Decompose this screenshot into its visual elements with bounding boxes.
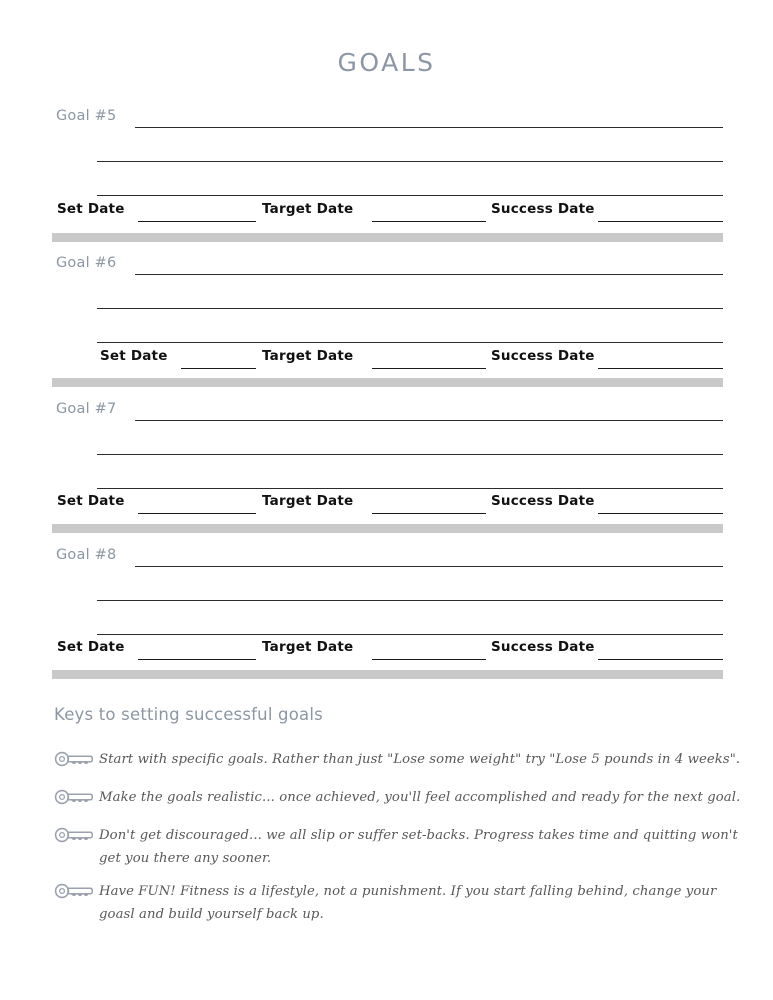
key-icon [54,750,96,768]
success-date-field[interactable] [598,221,723,222]
key-icon [54,788,96,806]
goal-write-line[interactable] [97,634,723,635]
target-date-label: Target Date [262,348,354,364]
section-divider [52,670,723,679]
goal-label-6: Goal #6 [56,255,117,271]
goal-write-line[interactable] [97,195,723,196]
target-date-field[interactable] [372,221,486,222]
date-row-8 [0,639,773,663]
set-date-field[interactable] [181,368,256,369]
goal-write-line[interactable] [97,488,723,489]
goal-write-line[interactable] [97,308,723,309]
target-date-label: Target Date [262,201,354,217]
set-date-field[interactable] [138,221,256,222]
date-row-7 [0,493,773,517]
goal-write-line[interactable] [135,566,723,567]
set-date-label: Set Date [57,201,125,217]
key-icon [54,882,96,900]
set-date-field[interactable] [138,513,256,514]
target-date-field[interactable] [372,513,486,514]
tip-text: Have FUN! Fitness is a lifestyle, not a punishment. If you start falling behind, change your goasl and build yourself back up. [99,884,717,922]
set-date-label: Set Date [57,493,125,509]
goal-label-5: Goal #5 [56,108,117,124]
page-title: GOALS [337,48,436,77]
success-date-field[interactable] [598,659,723,660]
goal-write-line[interactable] [135,420,723,421]
target-date-label: Target Date [262,639,354,655]
date-row-6 [0,348,773,372]
success-date-label: Success Date [491,348,595,364]
tip-text: Start with specific goals. Rather than just "Lose some weight" try "Lose 5 pounds in 4 weeks". [99,752,741,767]
success-date-label: Success Date [491,201,595,217]
success-date-label: Success Date [491,639,595,655]
goal-label-8: Goal #8 [56,547,117,563]
success-date-label: Success Date [491,493,595,509]
goal-write-line[interactable] [97,454,723,455]
key-icon [54,826,96,844]
goal-label-7: Goal #7 [56,401,117,417]
success-date-field[interactable] [598,368,723,369]
success-date-field[interactable] [598,513,723,514]
goal-write-line[interactable] [97,342,723,343]
section-divider [52,524,723,533]
date-row-5 [0,201,773,225]
goal-write-line[interactable] [135,127,723,128]
set-date-label: Set Date [100,348,168,364]
tips-section-heading: Keys to setting successful goals [54,705,323,724]
target-date-field[interactable] [372,659,486,660]
tip-text: Don't get discouraged... we all slip or suffer set-backs. Progress takes time and quitting won't get you there any sooner. [99,828,738,866]
tip-text: Make the goals realistic... once achieved, you'll feel accomplished and ready for the next goal. [99,790,741,805]
set-date-label: Set Date [57,639,125,655]
goal-write-line[interactable] [97,600,723,601]
goal-write-line[interactable] [135,274,723,275]
target-date-field[interactable] [372,368,486,369]
set-date-field[interactable] [138,659,256,660]
target-date-label: Target Date [262,493,354,509]
goal-write-line[interactable] [97,161,723,162]
section-divider [52,233,723,242]
section-divider [52,378,723,387]
